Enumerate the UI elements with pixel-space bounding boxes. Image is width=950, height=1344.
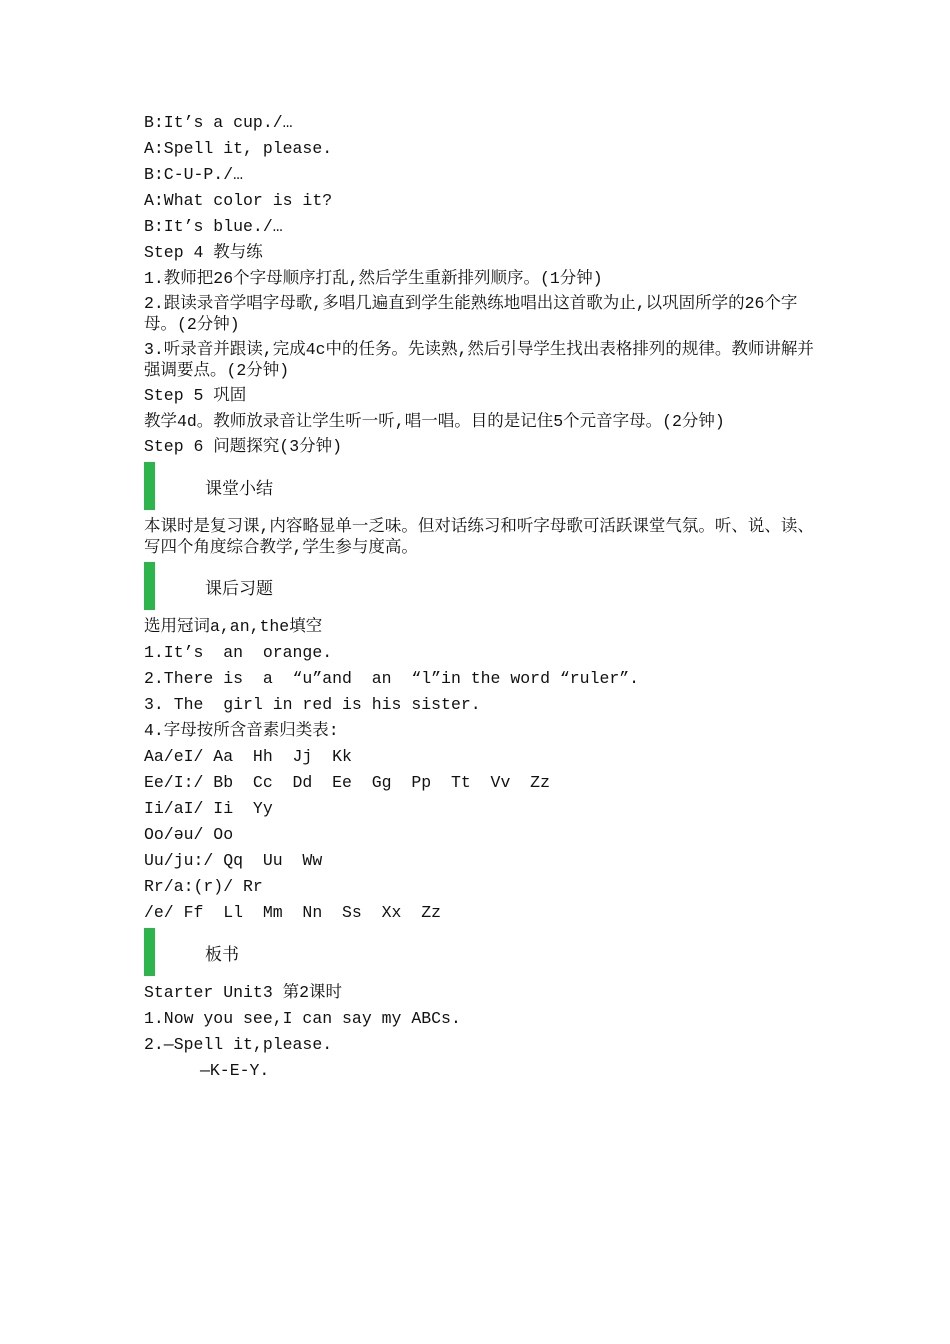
exercise-item: 4.字母按所含音素归类表: <box>144 721 339 740</box>
phoneme-row: Aa/eI/ Aa Hh Jj Kk <box>144 747 352 766</box>
board-line: —K-E-Y. <box>200 1061 270 1080</box>
step4-item: 2.跟读录音学唱字母歌,多唱几遍直到学生能熟练地唱出这首歌为止,以巩固所学的26个字母。(2分钟) <box>144 294 798 334</box>
step5-heading: Step 5 巩固 <box>144 386 247 405</box>
dialogue-line: B:C-U-P./… <box>144 165 244 184</box>
exercise-item: 3. The girl in red is his sister. <box>144 695 481 714</box>
exercises-block <box>144 616 824 924</box>
phoneme-row: Rr/a:(r)/ Rr <box>144 877 263 896</box>
dialogue-line: A:What color is it? <box>144 191 333 210</box>
step4-item: 3.听录音并跟读,完成4c中的任务。先读熟,然后引导学生找出表格排列的规律。教师讲解并强调要点。(2分钟) <box>144 340 814 380</box>
section-header-board <box>144 928 824 976</box>
section-title: 课堂小结 <box>205 478 273 499</box>
step4-heading: Step 4 教与练 <box>144 243 263 262</box>
board-line: 2.—Spell it,please. <box>144 1035 333 1054</box>
dialogue-line: B:It’s blue./… <box>144 217 283 236</box>
exercise-item: 1.It’s an orange. <box>144 643 333 662</box>
section-bar <box>144 462 155 510</box>
document-page <box>144 112 824 1086</box>
step4-item: 1.教师把26个字母顺序打乱,然后学生重新排列顺序。(1分钟) <box>144 269 603 288</box>
step6-heading: Step 6 问题探究(3分钟) <box>144 437 343 456</box>
phoneme-row: Ee/I:/ Bb Cc Dd Ee Gg Pp Tt Vv Zz <box>144 773 550 792</box>
phoneme-row: Oo/əu/ Oo <box>144 825 234 844</box>
section-bar <box>144 928 155 976</box>
step6-block <box>144 436 824 458</box>
section-header-exercises <box>144 562 824 610</box>
step5-block <box>144 385 824 432</box>
step5-text: 教学4d。教师放录音让学生听一听,唱一唱。目的是记住5个元音字母。(2分钟) <box>144 412 725 431</box>
board-heading: Starter Unit3 第2课时 <box>144 983 343 1002</box>
dialogue-line: B:It’s a cup./… <box>144 113 293 132</box>
section-title: 板书 <box>205 944 239 965</box>
phoneme-row: Uu/ju:/ Qq Uu Ww <box>144 851 323 870</box>
section-header-summary <box>144 462 824 510</box>
board-block <box>144 982 824 1082</box>
phoneme-row: Ii/aI/ Ii Yy <box>144 799 273 818</box>
section-bar <box>144 562 155 610</box>
dialogue-block <box>144 112 824 238</box>
board-line: 1.Now you see,I can say my ABCs. <box>144 1009 461 1028</box>
summary-text: 本课时是复习课,内容略显单一乏味。但对话练习和听字母歌可活跃课堂气氛。听、说、读、写四个角度综合教学,学生参与度高。 <box>144 517 814 557</box>
step4-block <box>144 242 824 381</box>
section-title: 课后习题 <box>205 578 273 599</box>
exercise-item: 2.There is a “u”and an “l”in the word “ruler”. <box>144 669 640 688</box>
dialogue-line: A:Spell it, please. <box>144 139 333 158</box>
exercises-intro: 选用冠词a,an,the填空 <box>144 617 323 636</box>
phoneme-row: /e/ Ff Ll Mm Nn Ss Xx Zz <box>144 903 442 922</box>
